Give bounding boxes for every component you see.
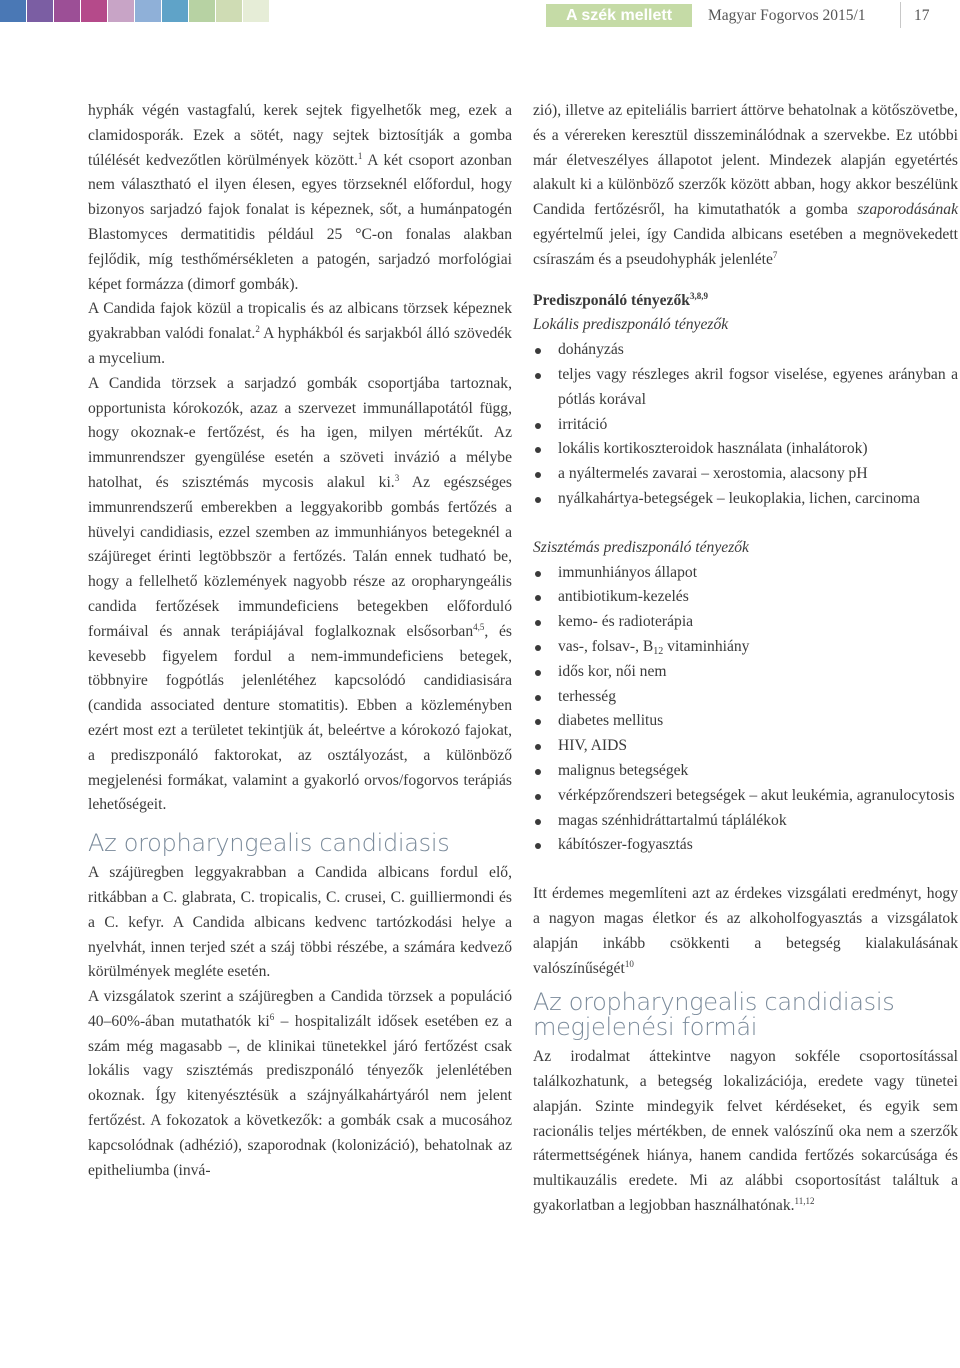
list-item: HIV, AIDS [533, 734, 958, 759]
list-item: vérképzőrendszeri betegségek – akut leukémia, agranulocytosis [533, 784, 958, 809]
list-item: antibiotikum-kezelés [533, 585, 958, 610]
left-column [88, 99, 512, 1183]
right-column [533, 99, 958, 1219]
list-item: dohányzás [533, 338, 958, 363]
section-label: A szék mellett [546, 4, 692, 27]
paragraph: zió), illetve az epiteliális barriert áttörve behatolnak a kötőszövetbe, és a vérereken keresztül disszeminálódnak a szervekbe. Ez utóbbi már életveszélyes állapotot jelent. Mindezek alapján egyetértés alakult ki a különböző szerzők között abban, hogy akkor beszélünk Candida fertőzésről, ha kimutathatók a gomba szaporodásának egyértelmű jelei, így Candida albicans esetében a megnövekedett csíraszám és a pseudohyphák jelenléte$^7$ [533, 102, 958, 268]
list-item: diabetes mellitus [533, 709, 958, 734]
paragraph: hyphák végén vastagfalú, kerek sejtek figyelhetők meg, ezek a clamidosporák. Ezek a sötét, nagy sejtek biztosítják a gomba túlélését kedvezőtlen körülmények között.$^1$ A két csoport azonban nem választható el ilyen élesen, egyes törzseknél előfordul, hogy bizonyos sarjadzó fajok fonalat is képeznek, sőt, a humánpatogén Blastomyces dermatitidis például 25 °C-on fonalas alakban fejlődik, míg testhőmérsékleten a patogén, sarjadzó morfológiai képet formázza (dimorf gombák). [88, 102, 512, 293]
paragraph: Az irodalmat áttekintve nagyon sokféle csoportosítással találkozhatunk, a betegség lokalizációja, eredete vagy tünetei alapján. Szinte mindegyik felvet kérdéseket, és egyik sem racionális teljes mértékben, de ennek valószínű oka nem a szerzők rátermettségének hiánya, hanem candida fertőzés sokarcúsága és multikauzális eredete. Mi az alábbi csoportosítást találtuk a gyakorlatban a legjobban használhatónak.$^{11,12}$ [533, 1048, 958, 1215]
color-strip [0, 0, 26, 22]
list-heading: Szisztémás prediszponáló tényezők [533, 538, 749, 556]
list-heading: Lokális prediszponáló tényezők [533, 316, 729, 334]
section-heading: Az oropharyngealis candidiasis [88, 829, 450, 858]
list-item: terhesség [533, 685, 958, 710]
list-item: nyálkahártya-betegségek – leukoplakia, lichen, carcinoma [533, 487, 958, 512]
list-item: irritáció [533, 413, 958, 438]
color-strip [189, 0, 215, 22]
subsection-heading: Prediszponáló tényezők$^{3,8,9}$ [533, 290, 708, 309]
journal-title: Magyar Fogorvos 2015/1 [708, 7, 866, 24]
page-header [0, 0, 960, 32]
list-item: kemo- és radioterápia [533, 610, 958, 635]
list-item: lokális kortikoszteroidok használata (inhalátorok) [533, 437, 958, 462]
section-heading: Az oropharyngealis candidiasis megjelenési formái [533, 988, 895, 1042]
list-item: vas-, folsav-, $B_{12}$ vitaminhiány [533, 635, 958, 660]
local-factors-list [533, 338, 958, 512]
list-item: teljes vagy részleges akril fogsor viselése, egyenes arányban a pótlás korával [533, 363, 958, 413]
color-strip [216, 0, 242, 22]
color-strip [27, 0, 53, 22]
color-strip [81, 0, 107, 22]
list-item: malignus betegségek [533, 759, 958, 784]
color-strip [108, 0, 134, 22]
page-number: 17 [914, 7, 930, 24]
list-item: magas szénhidráttartalmú táplálékok [533, 809, 958, 834]
paragraph: A Candida törzsek a sarjadzó gombák csoportjába tartoznak, opportunista kórokozók, azaz a szervezet immunállapotától függ, hogy okoznak-e fertőzést, és ha igen, milyen mértékűt. Az immunrendszer gyengülése esetén a szöveti invázió a mélybe hatolhat, és szisztémás mycosis alakul ki.$^3$ Az egészséges immunrendszerű emberekben a leggyakoribb gombás fertőzés a hüvelyi candidiasis, ezzel szemben az immunhiányos betegeknél a szájüreget érinti legtöbbször a fertőzés. Talán ennek tudható be, hogy a fellelhető közlemények nagyobb része az oropharyngeális candida fertőzések immundeficiens betegekben előforduló formáival és annak terápiájával foglalkoznak elsősorban$^{4,5}$, és kevesebb figyelem fordul a nem-immundeficiens betegek, többnyire fogpótlás jelenlétéhez kapcsolódó candidiasisára (candida associated denture stomatitis). Ebben a közleményben ezért most ezt a területet tekintjük át, beleértve a kórokozó fajokat, a prediszponáló faktorokat, az osztályozást, a különböző megjelenési formákat, valamint a gyakorló orvos/fogorvos terápiás lehetőségeit. [88, 374, 512, 814]
list-item: a nyáltermelés zavarai – xerostomia, alacsony pH [533, 462, 958, 487]
color-strip-bar [0, 0, 270, 22]
paragraph: Itt érdemes megemlíteni azt az érdekes vizsgálati eredményt, hogy a nagyon magas életkor és az alkoholfogyasztás a vizsgálatok alapján inkább csökkenti a betegség kialakulásának valószínűségét$^{10}$ [533, 885, 958, 977]
systemic-factors-list [533, 561, 958, 859]
color-strip [243, 0, 269, 22]
color-strip [162, 0, 188, 22]
color-strip [135, 0, 161, 22]
paragraph: A Candida fajok közül a tropicalis és az albicans törzsek képeznek gyakrabban valódi fonalat.$^2$ A hyphákból és sarjakból álló szövedék a mycelium. [88, 300, 512, 367]
list-item: idős kor, női nem [533, 660, 958, 685]
paragraph: A vizsgálatok szerint a szájüregben a Candida törzsek a populáció 40–60%-ában mutathatók $ki^6$ – hospitalizált idősek esetében ez a szám még magasabb –, de klinikai tünetekkel járó fertőzést csak lokális vagy szisztémás prediszponáló tényezők jelenlétében okoznak. Így kitenyésztésük a szájnyálkahártyáról nem jelent fertőzést. A fokozatok a következők: a gombák csak a mucosához kapcsolódnak (adhézió), szaporodnak (kolonizáció), behatolnak az epitheliumba (invá- [88, 988, 512, 1179]
list-item: kábítószer-fogyasztás [533, 833, 958, 858]
list-item: immunhiányos állapot [533, 561, 958, 586]
color-strip [54, 0, 80, 22]
header-divider [900, 2, 901, 28]
paragraph: A szájüregben leggyakrabban a Candida albicans fordul elő, ritkábban a C. glabrata, C. tropicalis, C. crusei, C. guilliermondi és a C. kefyr. A Candida albicans kedvenc tartózkodási helye a nyelvhát, innen terjed szét a száj többi részébe, a számára kedvező körülmények megléte esetén. [88, 864, 512, 981]
